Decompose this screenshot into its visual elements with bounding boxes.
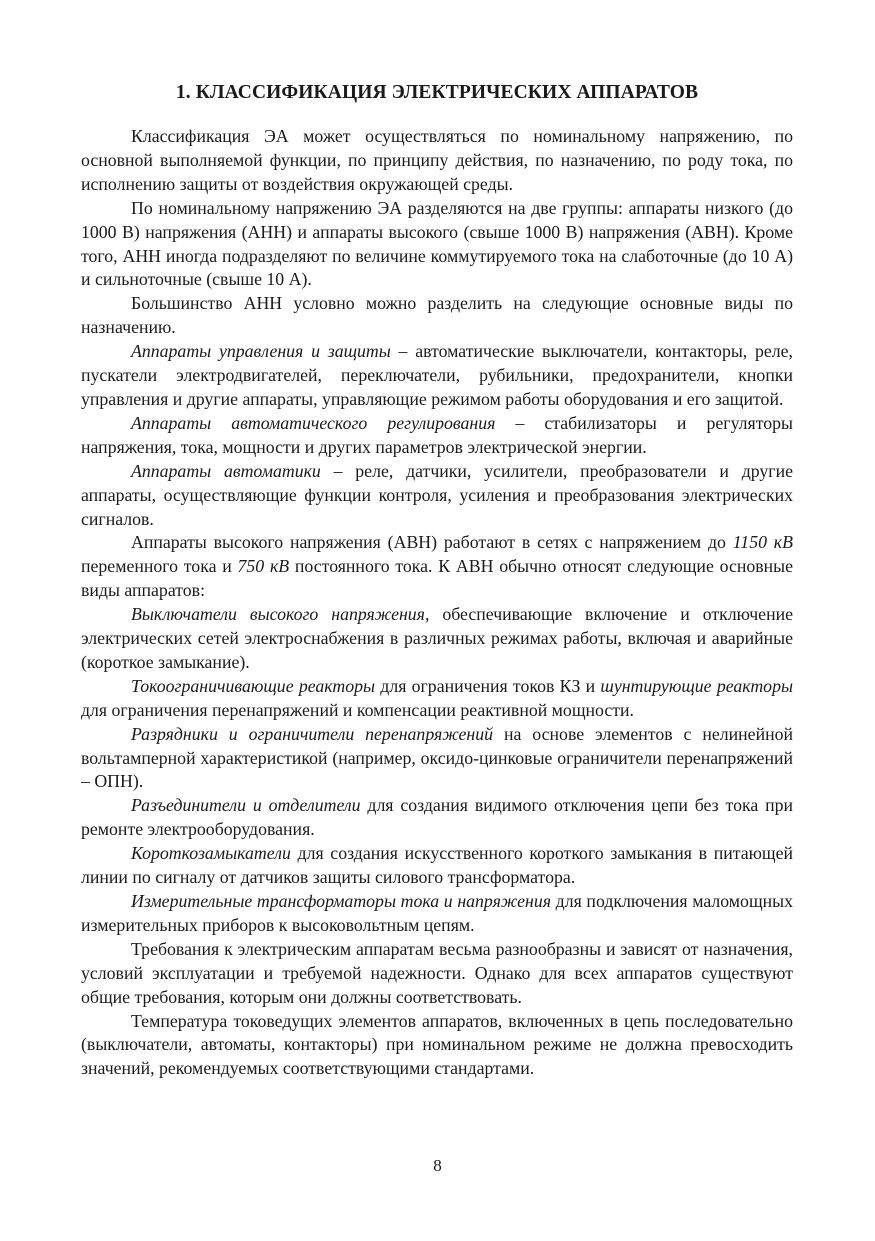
text-reactors-2: для ограничения перенапряжений и компенсации реактивной мощности.	[81, 699, 634, 720]
paragraph-temperature: Температура токоведущих элементов аппаратов, включенных в цепь последовательно (выключатели, автоматы, контакторы) при номинальном режиме не должна превосходить значений, рекомендуемых соответствующими стандартами.	[81, 1010, 793, 1079]
value-1150kv: 1150 кВ	[732, 532, 793, 553]
text-disconnectors: для создания видимого отключения цепи без тока при ремонте электрооборудования.	[81, 795, 793, 840]
term-surge-arresters: Разрядники и ограничители перенапряжений	[131, 723, 494, 744]
paragraph-short-circuiters	[81, 842, 793, 890]
text-hv-breakers: обеспечивающие включение и отключение электрических сетей электроснабжения в различных режимах работы, включая и аварийные (короткое замыкание).	[81, 604, 793, 672]
text-reactors-1: для ограничения токов КЗ и	[375, 675, 601, 696]
paragraph-voltage-groups: По номинальному напряжению ЭА разделяются на две группы: аппараты низкого (до 1000 В) напряжения (АНН) и аппараты высокого (свыше 1000 В) напряжения (АВН). Кроме того, АНН иногда подразделяют по величине коммутируемого тока на слаботочные (до 10 А) и сильноточные (свыше 10 А).	[81, 197, 793, 290]
text-hv-part-c: постоянного тока. К АВН обычно относят следующие основные виды аппаратов:	[81, 556, 793, 601]
paragraph-auto-regulation	[81, 412, 793, 460]
paragraph-classification: Классификация ЭА может осуществляться по номинальному напряжению, по основной выполняемой функции, по принципу действия, по назначению, по роду тока, по исполнению защиты от воздействия окружающей среды.	[81, 126, 793, 194]
term-disconnectors: Разъединители и отделители	[131, 795, 361, 816]
text-short-circuiters: для создания искусственного короткого замыкания в питающей линии по сигналу от датчиков защиты силового трансформатора.	[81, 843, 793, 888]
text-hv-part-b: переменного тока и	[81, 556, 238, 577]
term-hv-breakers: Выключатели высокого напряжения,	[131, 604, 430, 625]
paragraph-instrument-transformers	[81, 890, 793, 938]
term-short-circuiters: Короткозамыкатели	[131, 843, 291, 864]
paragraph-control-protection	[81, 340, 793, 412]
paragraph-high-voltage	[81, 531, 793, 603]
page-title: 1. КЛАССИФИКАЦИЯ ЭЛЕКТРИЧЕСКИХ АППАРАТОВ	[175, 82, 699, 103]
term-shunt-reactors: шунтирующие реакторы	[600, 675, 793, 696]
term-instrument-transformers: Измерительные трансформаторы тока и напряжения	[131, 891, 552, 911]
page-content	[81, 82, 793, 1081]
text-instrument-transformers: для подключения маломощных измерительных приборов к высоковольтным цепям.	[81, 891, 793, 935]
paragraph-reactors	[81, 675, 793, 723]
page-number: 8	[433, 1156, 442, 1175]
text-automation: – реле, датчики, усилители, преобразователи и другие аппараты, осуществляющие функции контроля, усиления и преобразования электрических сигналов.	[81, 460, 793, 529]
term-control-protection: Аппараты управления и защиты	[131, 341, 391, 362]
paragraph-hv-breakers	[81, 603, 793, 675]
paragraph-disconnectors	[81, 794, 793, 842]
paragraph-automation	[81, 460, 793, 532]
term-auto-regulation: Аппараты автоматического регулирования	[131, 412, 496, 433]
text-control-protection: – автоматические выключатели, контакторы, реле, пускатели электродвигателей, переключатели, рубильники, предохранители, кнопки управления и другие аппараты, управляющие режимом работы оборудования и его защитой.	[81, 341, 793, 409]
term-current-limiting-reactors: Токоограничивающие реакторы	[131, 675, 376, 696]
text-surge-arresters: на основе элементов с нелинейной вольтамперной характеристикой (например, оксидо-цинковые ограничители перенапряжений – ОПН).	[81, 723, 794, 792]
paragraph-surge-arresters	[81, 723, 793, 795]
paragraph-low-voltage-types: Большинство АНН условно можно разделить на следующие основные виды по назначению.	[81, 293, 793, 338]
term-automation: Аппараты автоматики	[131, 460, 321, 481]
text-hv-part-a: Аппараты высокого напряжения (АВН) работают в сетях с напряжением до	[131, 532, 733, 553]
paragraph-requirements: Требования к электрическим аппаратам весьма разнообразны и зависят от назначения, условий эксплуатации и требуемой надежности. Однако для всех аппаратов существуют общие требования, которым они должны соответствовать.	[81, 938, 793, 1007]
value-750kv: 750 кВ	[237, 556, 290, 577]
text-auto-regulation: – стабилизаторы и регуляторы напряжения, тока, мощности и других параметров электрической энергии.	[81, 412, 794, 457]
